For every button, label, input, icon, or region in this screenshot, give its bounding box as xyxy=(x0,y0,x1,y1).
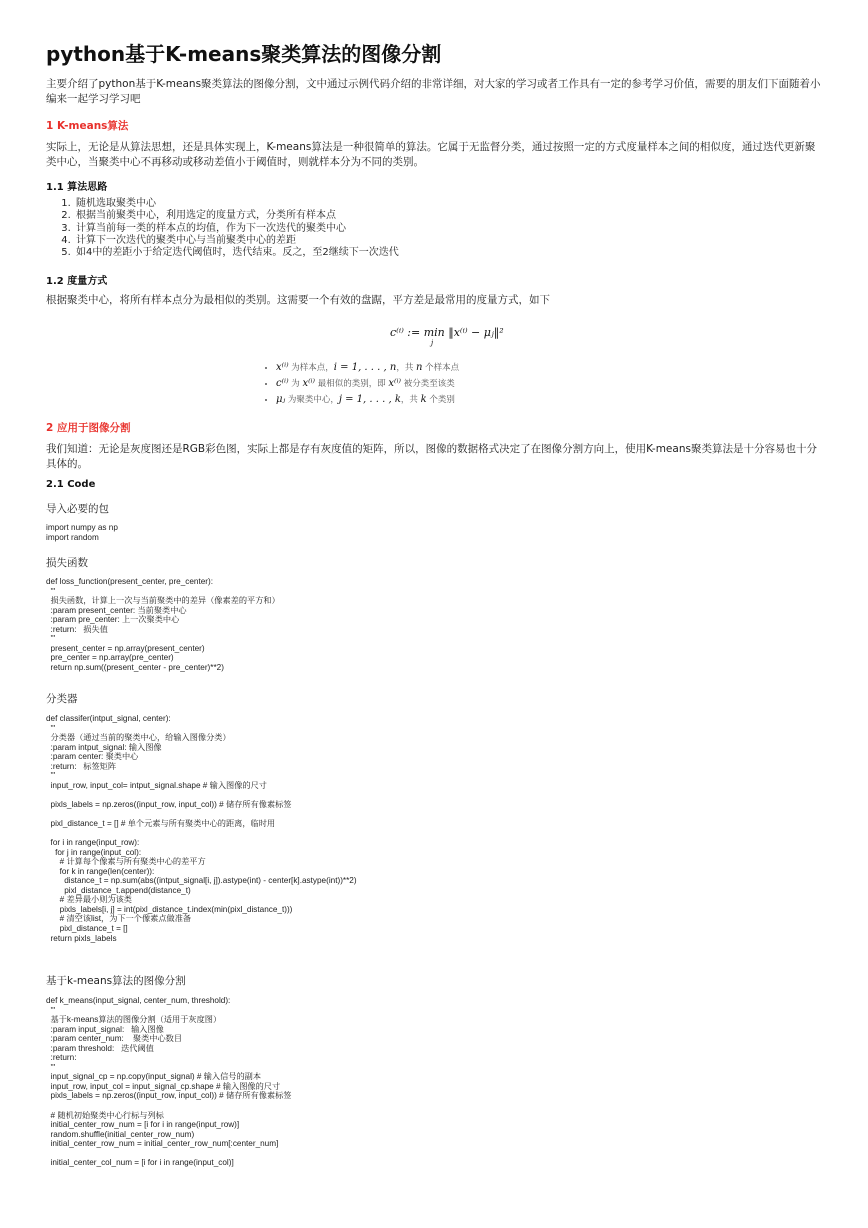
list-item: • c⁽ⁱ⁾ 为 x⁽ⁱ⁾ 最相似的类别，即 x⁽ⁱ⁾ 被分类至该类 xyxy=(276,376,459,392)
import-label: 导入必要的包 xyxy=(46,503,109,515)
list-item: • μⱼ 为聚类中心，j = 1, . . . , k，共 k 个类别 xyxy=(276,392,459,408)
section-1-heading: 1 K-means算法 xyxy=(46,120,129,132)
notation-list xyxy=(262,360,459,408)
loss-function-label: 损失函数 xyxy=(46,557,88,569)
section-2-heading: 2 应用于图像分割 xyxy=(46,422,131,434)
formula-text: c⁽ⁱ⁾ := min ‖x⁽ⁱ⁾ − μⱼ‖² xyxy=(390,326,504,339)
import-code-block: import numpy as np import random xyxy=(46,523,118,542)
classifier-code-block: def classifer(intput_signal, center): ''' 分类器（通过当前的聚类中心，给输入图像分类） :param intput_signal: 输入图像 :param center: 聚类中心 :return: 标签矩阵 ''' input_row, input_col= intput_signal.shape # 输入图像的尺寸 pixls_labels = np.zeros((input_row, input_col)) # 储存所有像素标签 pixl_distance_t = [] # 单个元素与所有聚类中心的距离，临时用 for i in range(input_row): for j in range(input_col): # 计算每个像素与所有聚类中心的差平方 for k in range(len(center)): distance_t = np.sum(abs((intput_signal[i, j]).astype(int) - center[k].astype(int))**2) pixl_distance_t.append(distance_t) # 差异最小则为该类 pixls_labels[i, j] = int(pixl_distance_t.index(min(pixl_distance_t))) # 清空该list，为下一个像素点做准备 pixl_distance_t = [] return pixls_labels xyxy=(46,714,357,943)
section-1-paragraph: 实际上，无论是从算法思想，还是具体实现上，K-means算法是一种很简单的算法。它属于无监督分类，通过按照一定的方式度量样本之间的相似度，通过迭代更新聚类中心，当聚类中心不再移动或移动差值小于阈值时，则就样本分为不同的类别。 xyxy=(46,141,816,168)
section-1-2-heading: 1.2 度量方式 xyxy=(46,276,108,287)
list-item: • x⁽ⁱ⁾ 为样本点，i = 1, . . . , n，共 n 个样本点 xyxy=(276,360,459,376)
formula-subscript: j xyxy=(431,339,434,347)
list-item: 3. 计算当前每一类的样本点的均值，作为下一次迭代的聚类中心 xyxy=(74,223,399,235)
intro-paragraph: 主要介绍了python基于K-means聚类算法的图像分割，文中通过示例代码介绍的非常详细，对大家的学习或者工作具有一定的参考学习价值，需要的朋友们下面随着小编来一起学习学习吧 xyxy=(46,78,821,105)
loss-function-code-block: def loss_function(present_center, pre_center): ''' 损失函数，计算上一次与当前聚类中的差异（像素差的平方和） :param present_center: 当前聚类中心 :param pre_center: 上一次聚类中心 :return: 损失值 ''' present_center = np.array(present_center) pre_center = np.array(pre_center) return np.sum((present_center - pre_center)**2) xyxy=(46,577,280,672)
algorithm-steps-list xyxy=(58,198,399,259)
list-item: 2. 根据当前聚类中心，利用选定的度量方式，分类所有样本点 xyxy=(74,210,399,222)
kmeans-code-block: def k_means(input_signal, center_num, threshold): ''' 基于k-means算法的图像分割（适用于灰度图） :param input_signal: 输入图像 :param center_num: 聚类中心数目 :param threshold: 迭代阈值 :return: ''' input_signal_cp = np.copy(input_signal) # 输入信号的副本 input_row, input_col = input_signal_cp.shape # 输入图像的尺寸 pixls_labels = np.zeros((input_row, input_col)) # 储存所有像素标签 # 随机初始聚类中心行标与列标 initial_center_row_num = [i for i in range(input_row)] random.shuffle(initial_center_row_num) initial_center_row_num = initial_center_row_num[:center_num] initial_center_col_num = [i for i in range(input_col)] xyxy=(46,996,292,1168)
classifier-label: 分类器 xyxy=(46,693,78,705)
list-item: 5. 如4中的差距小于给定迭代阈值时，迭代结束。反之，至2继续下一次迭代 xyxy=(74,247,399,259)
section-1-1-heading: 1.1 算法思路 xyxy=(46,182,108,193)
kmeans-label: 基于k-means算法的图像分割 xyxy=(46,975,186,987)
list-item: 1. 随机选取聚类中心 xyxy=(74,198,399,210)
squared-distance-formula xyxy=(390,326,504,347)
article-title: python基于K-means聚类算法的图像分割 xyxy=(46,42,442,66)
section-2-paragraph: 我们知道：无论是灰度图还是RGB彩色图，实际上都是存有灰度值的矩阵，所以，图像的数据格式决定了在图像分割方向上，使用K-means聚类算法是十分容易也十分具体的。 xyxy=(46,443,817,470)
section-2-1-heading: 2.1 Code xyxy=(46,479,96,490)
section-1-2-paragraph: 根据聚类中心，将所有样本点分为最相似的类别。这需要一个有效的盘踞，平方差是最常用的度量方式，如下 xyxy=(46,294,550,306)
list-item: 4. 计算下一次迭代的聚类中心与当前聚类中心的差距 xyxy=(74,235,399,247)
